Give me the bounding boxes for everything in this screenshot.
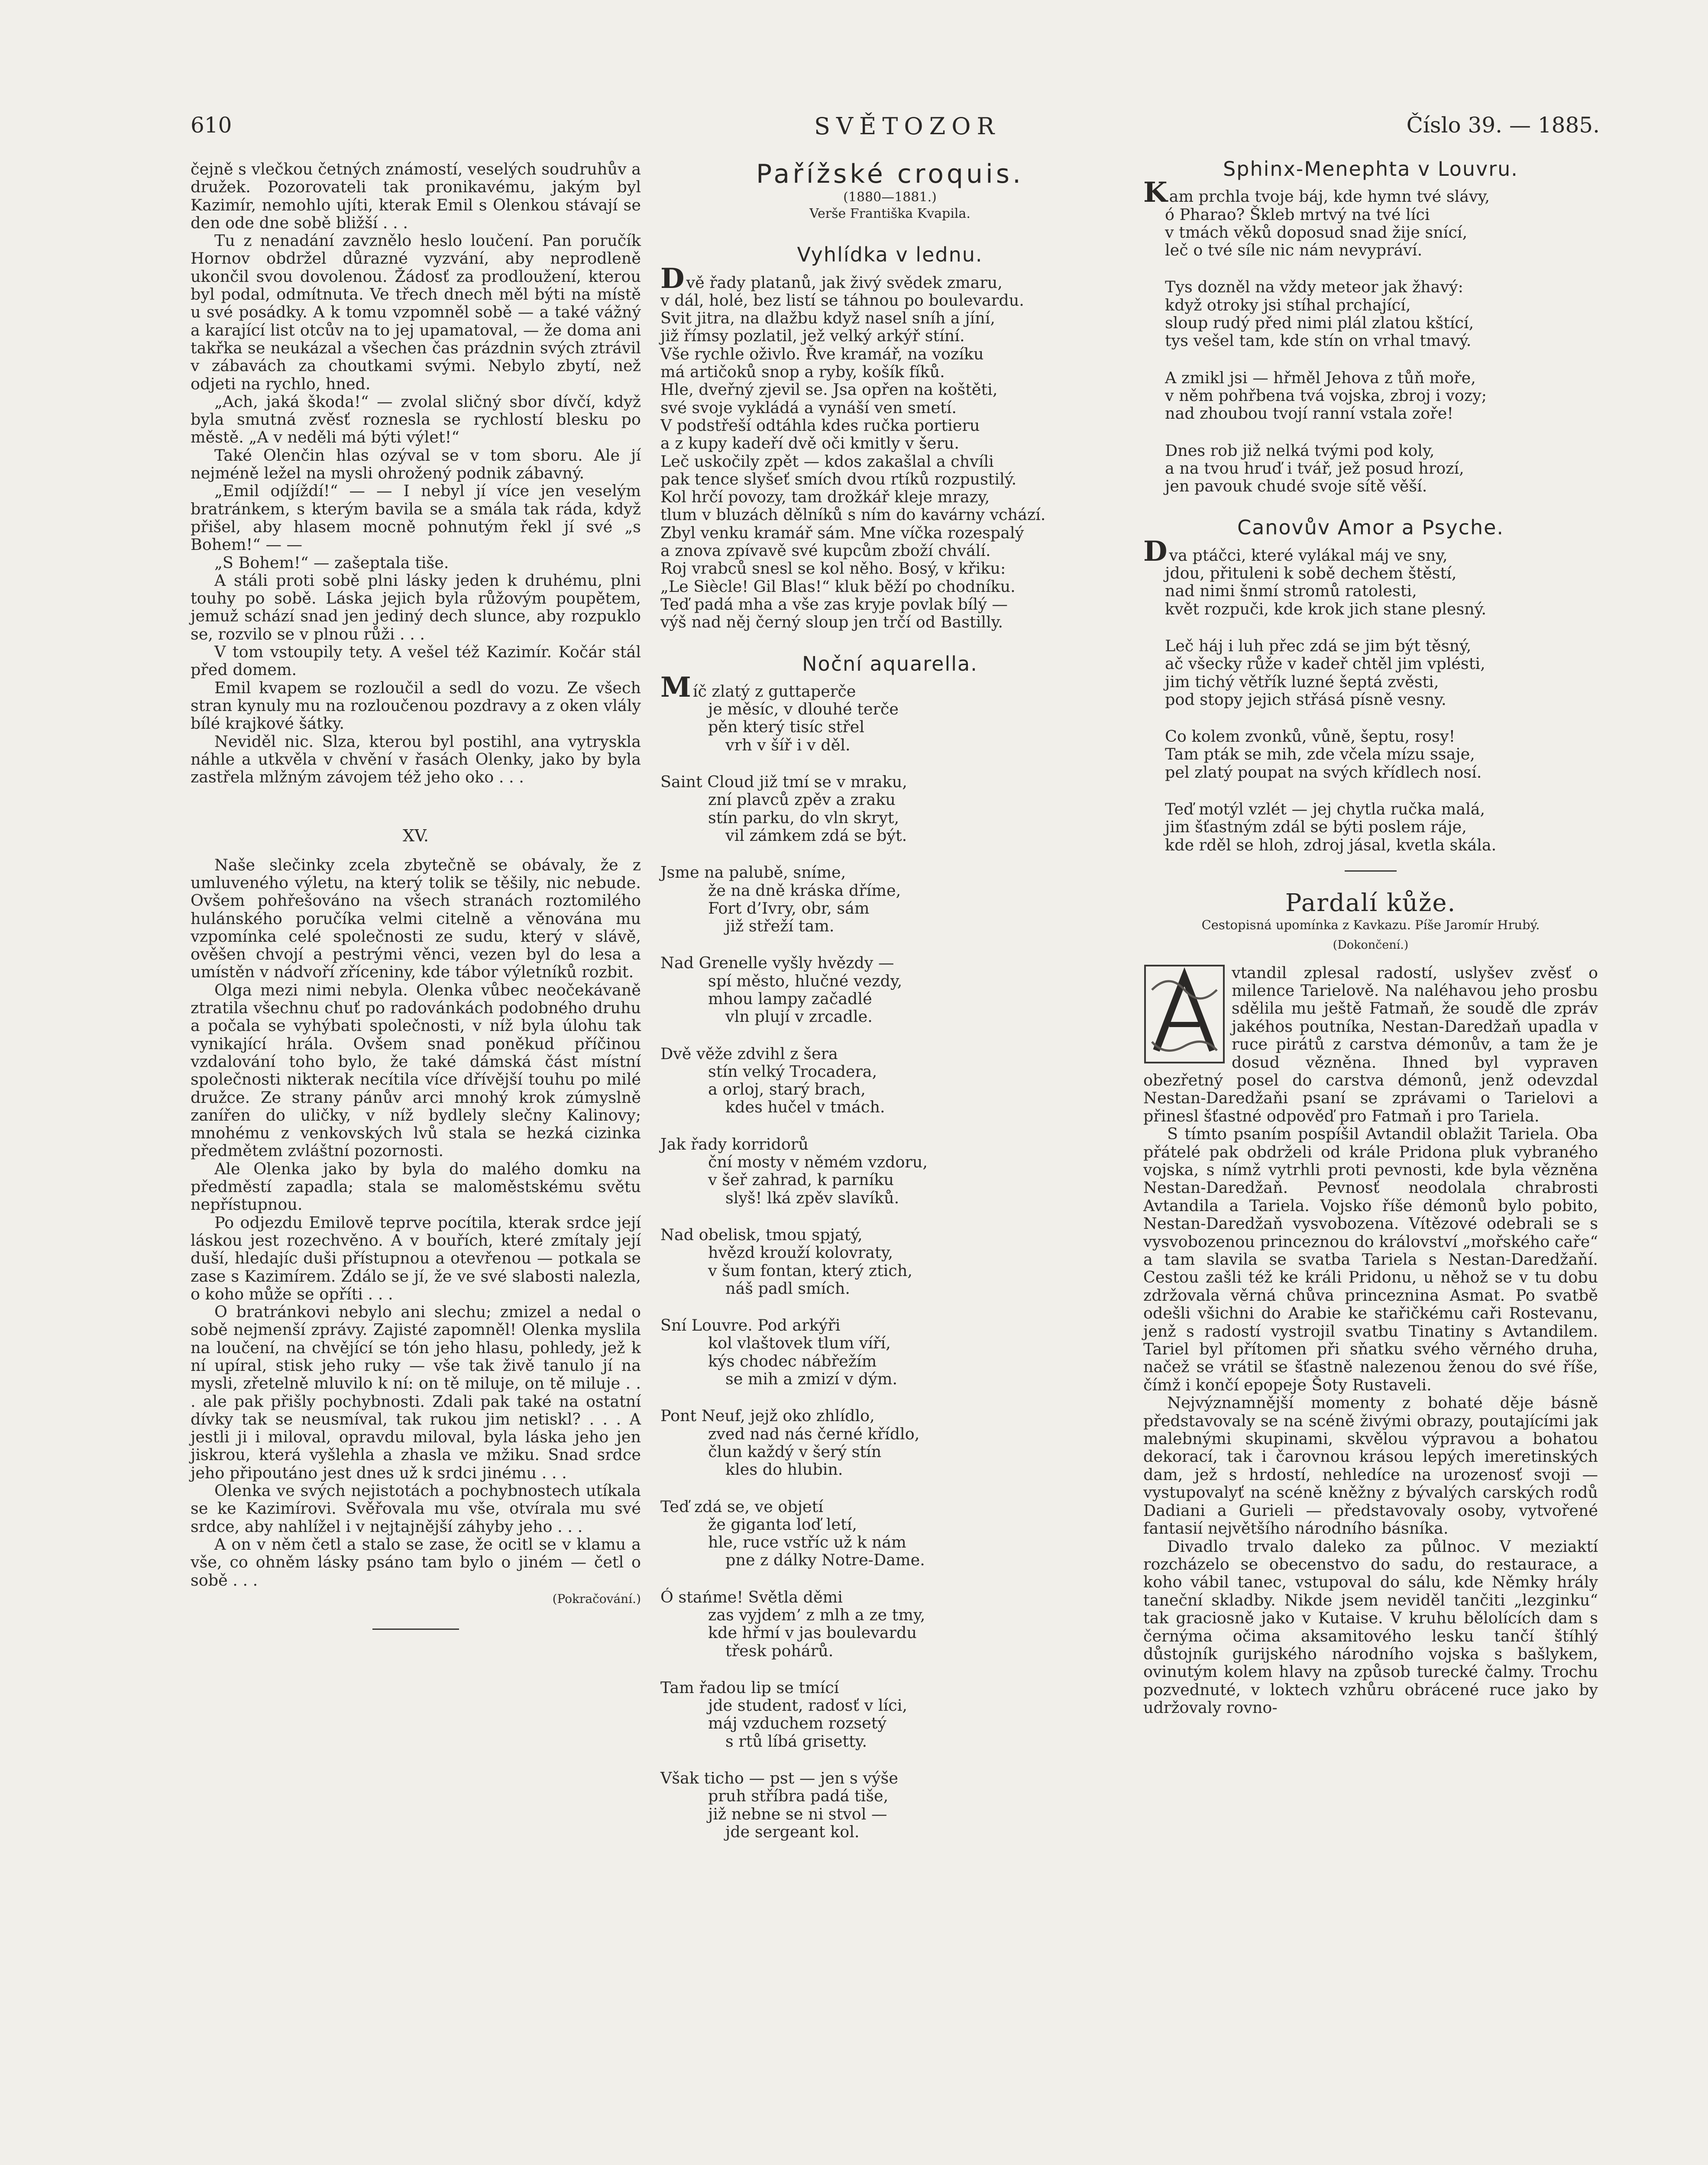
stanza (660, 1498, 1119, 1569)
verse-line (1143, 176, 1598, 209)
verse-line: Fort d’Ivry, obr, sám (708, 898, 870, 918)
dropcap-letter: M (660, 671, 691, 704)
verse-line: Nad obelisk, tmou spjatý, (660, 1225, 863, 1244)
verse-line: Však ticho — pst — jen s výše (660, 1769, 898, 1788)
verse-line: kles do hlubin. (725, 1460, 843, 1479)
verse-line: vrh v šíř i v děl. (725, 735, 851, 754)
verse-line: Sní Louvre. Pod arkýři (660, 1316, 841, 1335)
verse-line: Svit jitra, na dlažbu když nasel sníh a jíní, (660, 309, 995, 328)
poem-title: Noční aquarella. (802, 652, 978, 675)
verse-line (660, 671, 1119, 704)
divider (1345, 870, 1397, 872)
verse-line: ač všecky růže v kadeř chtěl jim vplésti, (1165, 654, 1485, 673)
paragraph: V tom vstoupily tety. A vešel též Kazimír. Kočár stál před domem. (191, 643, 641, 679)
verse-line: máj vzduchem rozsetý (708, 1714, 887, 1733)
story-title: Pardalí kůže. (1285, 889, 1456, 917)
verse-line: pel zlatý poupat na svých křídlech nosí. (1165, 763, 1482, 782)
verse-line: jim tichý větřík luzné šeptá zvěsti, (1165, 672, 1439, 691)
verse-line: ó Pharao? Škleb mrtvý na tvé líci (1165, 205, 1430, 224)
issue-label: Číslo 39. — 1885. (1406, 113, 1600, 138)
verse-text: am prchla tvoje báj, kde hymn tvé slávy, (1169, 187, 1490, 206)
verse-line: Dnes rob již nelká tvými pod koly, (1165, 441, 1435, 460)
paragraph: Emil kvapem se rozloučil a sedl do vozu. Ze všech stran kynuly mu na rozloučenou pozdravy a z oken vlály bílé krajkové šátky. (191, 678, 641, 733)
verse-line: sloup rudý před nimi plál zlatou kštící, (1165, 313, 1474, 333)
paragraph: Také Olenčin hlas ozýval se v tom sboru. Ale jí nejméně ležel na mysli ohrožený podnik zábavný. (191, 446, 641, 483)
story-paragraph: S tímto psaním pospíšil Avtandil oblažit Tariela. Oba přátelé pak obdrželi od krále Pridona pluk vybraného vojska, s nímž vytrhli proti pevnosti, kde byla vězněna Nestan-Daredžaň. Pevnosť neodolala chrabrosti Avtandila a Tariela. Vojsko říše démonů bylo pobito, Nestan-Daredžaň vysvobozena. Vítězové odebrali se s vysvobozenou princeznou do království „mořského caře“ a tam slavila se svatba Tariela s Nestan-Daredžaňí. Cestou zašli též ke králi Pridonu, u něhož se v tu dobu zdržovala věrná chůva princeznina Asmat. Po svatbě odešli všichni do Arabie ke stařičkému caři Rostevanu, jenž s radostí vystrojil svatbu Tinatiny s Avtandilem. Tariel byl přítomen při sňatku svého věrného druha, načež se vrátil se šťastně nalezenou ženou do své říše, čímž i končí epopeje Šoty Rustaveli. (1143, 1125, 1598, 1394)
verse-line: když otroky jsi stíhal prchající, (1165, 295, 1411, 314)
verse-text: va ptáčci, které vylákal máj ve sny, (1169, 546, 1448, 565)
verse-line: stín velký Trocadera, (708, 1062, 877, 1081)
verse-line: tys vešel tam, kde stín on vrhal tmavý. (1165, 331, 1472, 350)
verse-line: má artičoků snop a ryby, košík fíků. (660, 362, 945, 381)
verse-line (660, 262, 1119, 295)
paragraph: A stáli proti sobě plni lásky jeden k druhému, plni touhy po sobě. Láska jejich byla růžovým poupětem, jemuž schází snad jen jediný dech slunce, aby rozpuklo se, rozvilo se v plnou růži . . . (191, 571, 641, 643)
verse-line: že na dně kráska dříme, (708, 881, 901, 900)
verse-line: v tmách věků doposud snad žije snící, (1165, 223, 1468, 242)
dropcap-letter: K (1143, 176, 1168, 209)
verse-line: jdou, přituleni k sobě dechem štěstí, (1165, 564, 1457, 583)
verse-line: Roj vrabců snesl se kol něho. Bosý, v křiku: (660, 559, 1006, 578)
paragraph: Neviděl nic. Slza, kterou byl postihl, ana vytryskla náhle a utkvěla v chvění v řasách Olenky, jako by byla zastřela mlžným závojem též jeho oko . . . (191, 732, 641, 787)
poem-title: Vyhlídka v lednu. (797, 243, 983, 267)
verse-text: vě řady platanů, jak živý svědek zmaru, (686, 273, 1003, 292)
stanza (660, 773, 1119, 844)
stanza (660, 1316, 1119, 1388)
section-number: XV. (403, 826, 429, 846)
poem (1143, 516, 1598, 854)
verse-line: Teď zdá se, ve objetí (660, 1497, 823, 1516)
continuation-note: (Pokračování.) (552, 1591, 641, 1606)
page-number: 610 (191, 113, 232, 138)
verse-line: Tys dozněl na vždy meteor jak žhavý: (1165, 278, 1463, 297)
verse-line: Teď padá mha a vše zas kryje povlak bílý — (660, 595, 1008, 614)
verse-line: v šum fontan, který ztich, (708, 1261, 912, 1280)
stanza (660, 1407, 1119, 1478)
verse-line: tlum v bluzách dělníků s ním do kavárny vchází. (660, 505, 1046, 524)
stanza (1143, 637, 1598, 708)
verse-line: své svoje vykládá a vynáší ven smetí. (660, 398, 957, 417)
verse-line: s rtů líbá grisetty. (725, 1732, 867, 1751)
middle-column (660, 160, 1119, 1841)
verse-line: jde student, radosť v líci, (708, 1696, 907, 1715)
paragraph: Olenka ve svých nejistotách a pochybnostech utíkala se ke Kazimírovi. Svěřovala mu vše, otvírala mu své srdce, aby nahlížel i v nejtajnější záhyby jeho . . . (191, 1481, 641, 1536)
verse-line: Co kolem zvonků, vůně, šeptu, rosy! (1165, 727, 1456, 746)
verse-line: slyš! lká zpěv slavíků. (725, 1188, 899, 1207)
stanza (660, 863, 1119, 935)
verse-line: „Le Siècle! Gil Blas!“ kluk běží po chodníku. (660, 577, 1016, 596)
ornamental-initial-a (1143, 949, 1226, 1064)
verse-line: kol vlaštovek tlum víří, (708, 1334, 891, 1353)
left-column (191, 160, 641, 1630)
verse-line: kdes hučel v tmách. (725, 1098, 885, 1117)
cycle-years: (1880—1881.) (843, 190, 937, 205)
verse-line (1143, 535, 1598, 568)
stanza (1143, 800, 1598, 854)
paragraph: „Emil odjíždí!“ — — I nebyl jí více jen veselým bratránkem, s kterým bavila se a smála tak ráda, když přišel, aby hlasem mocně pohnutým řekl jí své „s Bohem!“ — — (191, 481, 641, 554)
stanza (660, 954, 1119, 1025)
story-paragraph: Divadlo trvalo daleko za půlnoc. V meziaktí rozcházelo se obecenstvo do sadu, do restaurace, a koho vábil tanec, vstupoval do sálu, kde Němky hrály taneční skladby. Nikde jsem neviděl tančiti „lezginku“ tak graciosně jako v Kutaise. V kruhu bělolících dam s černýma očima aksamitového lesku tančí štíhlý důstojník gurijského národního vojska s bašlykem, ovinutým kolem hlavy na způsob turecké čalmy. Trochu pozvednuté, v loktech vzhůru obrácené ruce jako by udržovaly rovno- (1143, 1537, 1598, 1717)
verse-line: pruh stříbra padá tiše, (708, 1787, 889, 1806)
verse-line: zní plavců zpěv a zraku (708, 790, 896, 809)
verse-line: Zbyl venku kramář sám. Mne víčka rozespalý (660, 523, 1024, 542)
stanza (1143, 442, 1598, 495)
cycle-byline: Verše Františka Kvapila. (809, 206, 970, 222)
verse-line: Hle, dveřný zjevil se. Jsa opřen na koštěti, (660, 380, 998, 399)
verse-line: pod stopy jejich střásá písně vesny. (1165, 690, 1446, 709)
poem-title: Sphinx-Menephta v Louvru. (1223, 157, 1518, 181)
verse-line: v dál, holé, bez listí se táhnou po boulevardu. (660, 291, 1024, 310)
paragraph: čejně s vlečkou četných známostí, veselých soudruhův a družek. Pozorovateli tak pronikavému, jakým byl Kazimír, nemohlo ujíti, kterak Emil s Olenkou stávají se den ode dne sobě bližší . . . (191, 160, 641, 232)
stanza (1143, 369, 1598, 423)
verse-line: hvězd krouží kolovraty, (708, 1243, 893, 1262)
stanza (1143, 535, 1598, 618)
paragraph: „Ach, jaká škoda!“ — zvolal sličný sbor dívčí, když byla smutná zvěsť roznesla se rychlostí blesku po městě. „A v neděli má býti výlet!“ (191, 392, 641, 447)
stanza (1143, 278, 1598, 349)
verse-line: Leč háj i luh přec zdá se jim být těsný, (1165, 636, 1472, 655)
stanza (660, 1679, 1119, 1750)
paragraph: O bratránkovi nebylo ani slechu; zmizel a nedal o sobě nejmenší zprávy. Zajisté zapomněl! Olenka myslila na loučení, na chvějící se tón jeho hlasu, pohledy, jež k ní upíral, stisk jeho ruky — vše tak živě tanulo jí na mysli, zřetelně mluvilo k ní: on tě miluje, on tě miluje . . . ale pak přišly pochybnosti. Zdali pak také na ostatní dívky tak se neusmíval, tak rukou jim netiskl? . . . A jestli ji i miloval, opravdu miloval, byla láska jeho jen jiskrou, která vyšlehla a zhasla ve mžiku. Snad srdce jeho připoutáno jest dnes už k srdci jinému . . . (191, 1302, 641, 1482)
verse-line: stín parku, do vln skryt, (708, 808, 899, 827)
verse-line: A zmikl jsi — hřměl Jehova z tůň moře, (1165, 368, 1476, 387)
verse-line: Jsme na palubě, sníme, (660, 863, 846, 882)
verse-line: náš padl smích. (725, 1279, 850, 1298)
verse-line: ční mosty v němém vzdoru, (708, 1153, 928, 1172)
verse-line: již římsy pozlatil, jež velký arkýř stíní. (660, 326, 965, 346)
verse-line: pne z dálky Notre-Dame. (725, 1551, 925, 1570)
verse-line: Tam řadou lip se tmící (660, 1678, 839, 1697)
verse-line: Kol hrčí povozy, tam drožkář kleje mrazy, (660, 488, 990, 507)
verse-line: jen pavouk chudé svoje sítě věší. (1165, 477, 1427, 496)
verse-line: mhou lampy začadlé (708, 989, 872, 1008)
verse-line: jde sergeant kol. (725, 1822, 860, 1841)
verse-line: Ó stańme! Světla děmi (660, 1587, 843, 1606)
verse-line: Tam pták se mih, zde včela mízu ssaje, (1165, 745, 1475, 764)
right-column (1143, 157, 1598, 1717)
verse-line: kde rděl se hloh, zdroj jásal, kvetla skála. (1165, 835, 1497, 854)
verse-line: nad zhoubou tvojí ranní vstala zoře! (1165, 404, 1454, 423)
story-subtitle: Cestopisná upomínka z Kavkazu. Píše Jaromír Hrubý. (1201, 918, 1540, 933)
stanza (660, 262, 1119, 632)
poem-title: Canovův Amor a Psyche. (1237, 516, 1504, 540)
paragraph: Po odjezdu Emilově teprve pocítila, kterak srdce její láskou jest rozechvěno. A v bouřích, které zmítaly její duší, hledajíc duši přístupnou a otevřenou — potkala se zase s Kazimírem. Zdálo se jí, že ve své slabosti nalezla, o koho může se opříti . . . (191, 1213, 641, 1303)
poem (1143, 157, 1598, 496)
verse-line: již střeží tam. (725, 917, 835, 936)
stanza (660, 1769, 1119, 1841)
journal-title: SVĚTOZOR (814, 113, 1001, 140)
story-paragraph: Nejvýznamnější momenty z bohaté děje básně představovaly se na scéně živými obrazy, poutajícími jak malebnými skupinami, skvělou výpravou a bohatou dekorací, tak i čarovnou krásou lepých imeretinských dam, jež s hrdostí, nehledíce na urozenosť svoji — vystupovalyť na scéně kněžny z bývalých carských rodů Dadiani a Gurieli — představovaly osoby, vytvořené fantasií největšího národního básníka. (1143, 1393, 1598, 1538)
verse-line: v něm pohřbena tvá vojska, zbroj i vozy; (1165, 386, 1487, 405)
poem (660, 243, 1119, 632)
verse-line: a znova zpívavě své kupcům zboží chválí. (660, 541, 991, 560)
paragraph: Tu z nenadání zavznělo heslo loučení. Pan poručík Hornov obdržel důrazné vyzvání, aby neprodleně ukončil svou dovolenou. Žádosť za prodloužení, kterou byl podal, odmítnuta. Ve třech dnech měl býti na místě u své posádky. A k tomu vzpomněl sobě — a také vážný a karající list otcův na to jej upamatoval, — že doma ani takřka se neukázal a všechen čas prázdnin svých ztrávil v zábavách za choutkami svými. Nebylo zbytí, než odjeti na rychlo, hned. (191, 231, 641, 393)
verse-line: a z kupy kadeří dvě oči kmitly v šeru. (660, 434, 959, 453)
verse-line: spí město, hlučné vezdy, (708, 971, 903, 990)
paragraph: Ale Olenka jako by byla do malého domku na předměstí zapadla; stala se maloměstskému světu nepřístupnou. (191, 1159, 641, 1214)
paragraph: Olga mezi nimi nebyla. Olenka vůbec neočekávaně ztratila všechnu chuť po radovánkách podobného druhu a počala se vyhýbati společnosti, v níž byla úlohu tak vynikající hrála. Ovšem snad poněkud příčinou vzdalování toho bylo, že také dámská část místní společnosti nikterak necítila více dřívější touhu po milé družce. Ze strany pánův arci mnohý krok zúmyslně zanířen do uličky, v níž bydlely slečny Kalinovy; mnohému z venkovských lvů stala se hezká cizinka předmětem zvláštní pozornosti. (191, 980, 641, 1160)
verse-line: člun každý v šerý stín (708, 1442, 882, 1461)
verse-line: výš nad něj černý sloup jen trčí od Bastilly. (660, 613, 1003, 632)
verse-line: a orloj, starý brach, (708, 1080, 866, 1099)
paragraph: „S Bohem!“ — zašeptala tiše. (214, 553, 449, 572)
verse-line: jim šťastným zdál se býti poslem ráje, (1165, 818, 1467, 837)
verse-line: leč o tvé síle nic nám nevypráví. (1165, 241, 1423, 260)
paragraph: A on v něm četl a stalo se zase, že ocitl se v klamu a vše, co ohněm lásky psáno tam bylo o jiném — četl o sobě . . . (191, 1535, 641, 1590)
stanza (1143, 176, 1598, 260)
verse-line: že giganta loď letí, (708, 1515, 857, 1534)
story-continued: (Dokončení.) (1333, 938, 1409, 952)
verse-line: Jak řady korridorů (660, 1134, 809, 1154)
verse-line: Saint Cloud již tmí se v mraku, (660, 772, 907, 792)
poem (660, 652, 1119, 1841)
stanza (660, 1135, 1119, 1207)
verse-line: V podstřeší odtáhla kdes ručka portieru (660, 416, 980, 435)
verse-line: Pont Neuf, jejž oko zhlídlo, (660, 1406, 875, 1425)
verse-line: Dvě věže zdvihl z šera (660, 1044, 838, 1063)
stanza (660, 1226, 1119, 1297)
verse-line: Vše rychle oživlo. Řve kramář, na vozíku (660, 344, 984, 363)
verse-line: kýs chodec nábřežím (708, 1351, 877, 1370)
verse-line: je měsíc, v dlouhé terče (708, 700, 899, 719)
cycle-title: Pařížské croquis. (756, 159, 1024, 189)
verse-line: hle, ruce vstříc už k nám (708, 1533, 906, 1552)
verse-line: kde hřmí v jas boulevardu (708, 1623, 917, 1642)
dropcap-letter-a: A (1184, 949, 1196, 968)
verse-line: Leč uskočily zpět — kdos zakašlal a chvíli (660, 452, 994, 471)
verse-line: a na tvou hruď i tvář, jež posud hrozí, (1165, 459, 1464, 478)
page-header (0, 113, 1708, 147)
verse-line: zved nad nás černé křídlo, (708, 1424, 920, 1443)
verse-line: nad nimi šnmí stromů ratolesti, (1165, 582, 1417, 601)
stanza (660, 1045, 1119, 1116)
stanza (660, 671, 1119, 754)
verse-line: vil zámkem zdá se být. (725, 826, 907, 845)
verse-line: se mih a zmizí v dým. (725, 1370, 898, 1389)
verse-line: vln plují v zrcadle. (725, 1007, 873, 1026)
story-paragraph: vtandil zplesal radostí, uslyšev zvěsť o milence Tarielově. Na naléhavou jeho prosbu sdělila mu ještě Fatmaň, že soudě dle zpráv jakéhos poutníka, Nestan-Daredžaň upadla v ruce pirátů z carstva démonův, a tam že je dosud vězněna. Ihned byl vypraven obezřetný posel do carstva démonů, jenž odevzdal Nestan-Daredžaňi psaní se zprávami o Tarielovi a přinesl šťastné odpověď pro Fatmaň i pro Tariela. (1143, 963, 1598, 1125)
paragraph: Naše slečinky zcela zbytečně se obávaly, že z umluveného výletu, na který tolik se těšily, nic nebude. Ovšem pohřešováno na všech stranách roztomilého hulánského poručíka velmi citelně a věnována mu vzpomínka celé společnosti ze sudu, který v slávě, ověšen chvojí a pestrými věnci, vezen byl do lesa a umístěn v nádvoří zříceniny, kde tábor výletníků rozbit. (191, 855, 641, 982)
verse-line: květ rozpuči, kde krok jich stane plesný. (1165, 599, 1487, 618)
dropcap-letter: D (1143, 535, 1168, 568)
verse-line: pak tence slyšeť smích dvou rtíků rozpustilý. (660, 469, 1017, 488)
verse-line: Nad Grenelle vyšly hvězdy — (660, 953, 894, 973)
verse-line: v šeř zahrad, k parníku (708, 1170, 894, 1189)
divider (372, 1629, 459, 1630)
verse-line: Teď motýl vzlét — jej chytla ručka malá, (1165, 800, 1485, 819)
verse-line: třesk pohárů. (725, 1641, 834, 1660)
verse-line: pěn který tisíc střel (708, 717, 865, 737)
stanza (660, 1588, 1119, 1660)
verse-line: již nebne se ni stvol — (708, 1804, 887, 1823)
dropcap-letter: D (660, 262, 685, 295)
verse-line: zas vyjdem’ z mlh a ze tmy, (708, 1606, 925, 1624)
verse-text: íč zlatý z guttaperče (692, 682, 856, 701)
stanza (1143, 727, 1598, 781)
